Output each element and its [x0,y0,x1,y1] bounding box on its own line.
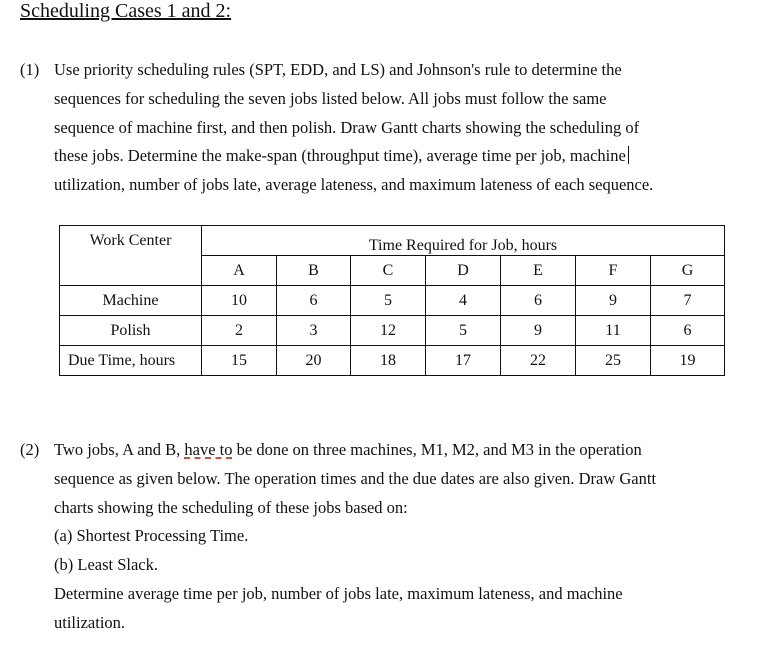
table-cell: 5 [426,316,501,346]
question-2-line-1 [54,436,642,465]
table-cell: 3 [277,316,351,346]
table-cell: 10 [202,286,277,316]
question-1-number: (1) [20,60,40,79]
grammar-flagged-text[interactable]: have to [184,440,233,459]
table-cell: 6 [651,316,725,346]
table-cell: 6 [277,286,351,316]
table-cell: 22 [501,346,576,376]
job-time-table [59,225,725,376]
row-label: Machine [60,286,202,316]
table-group-header: Time Required for Job, hours [202,226,725,256]
question-1-line: Use priority scheduling rules (SPT, EDD, and LS) and Johnson's rule to determine the [54,60,622,79]
row-label: Polish [60,316,202,346]
question-1-line: sequence of machine first, and then polish. Draw Gantt charts showing the scheduling of [54,117,640,137]
table-cell: 4 [426,286,501,316]
table-cell: 7 [651,286,725,316]
question-2-line: utilization. [54,612,126,632]
question-1-line-with-cursor [20,142,760,171]
job-header: B [277,256,351,286]
job-header: D [426,256,501,286]
job-header: G [651,256,725,286]
table-cell: 18 [351,346,426,376]
table-corner-label: Work Center [60,226,202,286]
question-2-line: Determine average time per job, number of jobs late, maximum lateness, and machine [54,583,623,603]
question-2-line: sequence as given below. The operation times and the due dates are also given. Draw Gantt [54,468,657,488]
table-cell: 9 [501,316,576,346]
table-row [60,316,725,346]
question-1-line: utilization, number of jobs late, average lateness, and maximum lateness of each sequence. [54,175,654,195]
job-header: C [351,256,426,286]
question-2-text: Two jobs, A and B, [54,440,185,459]
job-header: E [501,256,576,286]
table-cell: 19 [651,346,725,376]
table-cell: 5 [351,286,426,316]
question-1 [20,56,760,200]
table-cell: 9 [576,286,651,316]
job-header: F [576,256,651,286]
question-1-line: sequences for scheduling the seven jobs listed below. All jobs must follow the same [54,88,607,108]
table-cell: 6 [501,286,576,316]
question-2-option-b: (b) Least Slack. [54,555,159,575]
table-row [60,346,725,376]
job-header: A [202,256,277,286]
question-2-line: charts showing the scheduling of these jobs based on: [54,497,408,517]
table-cell: 11 [576,316,651,346]
text-cursor [628,146,629,164]
table-row [60,286,725,316]
question-2-number: (2) [20,440,40,459]
question-2 [20,436,769,638]
table-cell: 2 [202,316,277,346]
table-cell: 15 [202,346,277,376]
row-label: Due Time, hours [60,346,202,376]
table-cell: 20 [277,346,351,376]
question-2-option-a: (a) Shortest Processing Time. [54,526,249,546]
table-cell: 25 [576,346,651,376]
page-title: Scheduling Cases 1 and 2: [20,0,232,22]
table-cell: 17 [426,346,501,376]
question-2-text: be done on three machines, M1, M2, and M3 in the operation [232,440,642,459]
question-1-line: these jobs. Determine the make-span (throughput time), average time per job, machine [54,146,626,166]
table-cell: 12 [351,316,426,346]
